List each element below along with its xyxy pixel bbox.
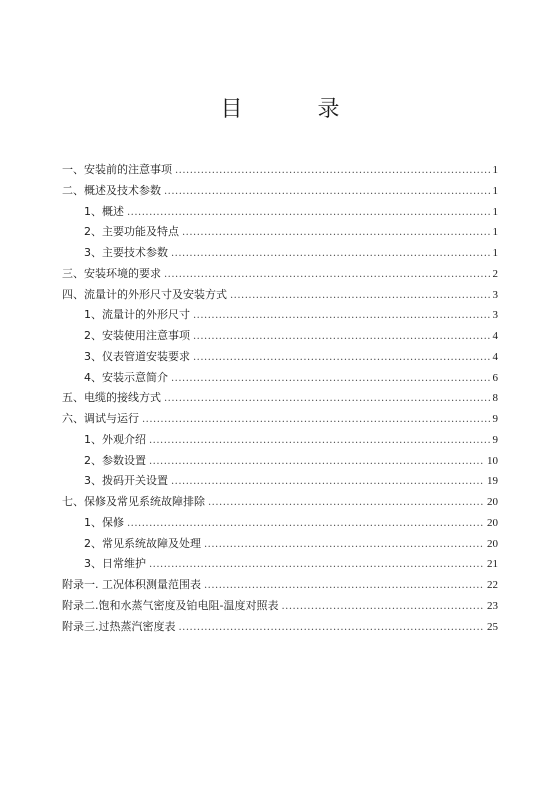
toc-entry-page-number: 20 (487, 496, 498, 508)
toc-entry-page-number: 19 (487, 475, 498, 488)
dot-leader (175, 161, 490, 182)
dot-leader (171, 472, 484, 493)
toc-entry-page-number: 1 (492, 184, 498, 197)
toc-entry[interactable] (62, 222, 498, 243)
toc-entry[interactable] (62, 409, 498, 430)
toc-entry-page-number: 1 (492, 247, 498, 259)
dot-leader (127, 514, 484, 535)
dot-leader (204, 576, 484, 597)
dot-leader (149, 452, 484, 473)
toc-entry-page-number: 6 (492, 371, 498, 384)
toc-entry-label: 五、电缆的接线方式 (62, 391, 161, 405)
dot-leader (142, 410, 490, 431)
toc-entry-label: 一、安装前的注意事项 (62, 163, 172, 176)
toc-entry-page-number: 21 (487, 558, 498, 571)
dot-leader (171, 244, 490, 265)
page-title: 目 录 (220, 97, 374, 122)
toc-entry-label: 四、流量计的外形尺寸及安装方式 (62, 287, 227, 301)
toc-entry-page-number: 4 (492, 350, 498, 363)
toc-entry-page-number: 3 (492, 288, 498, 301)
toc-entry-label: 2、安装使用注意事项 (84, 329, 190, 342)
toc-entry-page-number: 4 (492, 330, 498, 342)
toc-entry[interactable] (62, 430, 498, 451)
toc-entry[interactable] (62, 181, 498, 202)
toc-entry-page-number: 9 (492, 433, 498, 446)
toc-entry-label: 二、概述及技术参数 (62, 183, 161, 197)
toc-entry[interactable] (62, 575, 498, 596)
toc-entry-page-number: 1 (492, 164, 498, 176)
toc-entry-page-number: 20 (487, 516, 498, 529)
dot-leader (230, 286, 490, 307)
toc-entry[interactable] (62, 264, 498, 285)
toc-entry-label: 六、调试与运行 (62, 412, 139, 425)
toc-entry[interactable] (62, 513, 498, 534)
toc-entry-label: 2、参数设置 (84, 453, 146, 467)
dot-leader (204, 535, 484, 556)
toc-entry-label: 3、日常维护 (84, 557, 146, 571)
toc-entry-label: 1、概述 (84, 204, 124, 218)
dot-leader (149, 555, 484, 576)
toc-entry-label: 3、主要技术参数 (84, 246, 168, 259)
toc-entry-page-number: 1 (492, 205, 498, 218)
toc-entry-page-number: 23 (487, 599, 498, 612)
toc-entry[interactable] (62, 534, 498, 555)
toc-entry[interactable] (62, 326, 498, 347)
toc-entry[interactable] (62, 388, 498, 409)
toc-entry-page-number: 20 (487, 537, 498, 550)
toc-entry[interactable] (62, 305, 498, 326)
toc-entry-label: 七、保修及常见系统故障排除 (62, 495, 205, 508)
toc-entry[interactable] (62, 492, 498, 513)
toc-entry-label: 1、保修 (84, 515, 124, 529)
toc-entry-page-number: 2 (492, 267, 498, 280)
toc-entry-label: 附录一. 工况体积测量范围表 (62, 578, 201, 591)
table-of-contents (62, 160, 498, 637)
toc-entry[interactable] (62, 368, 498, 389)
dot-leader (164, 389, 490, 410)
toc-entry-page-number: 8 (492, 392, 498, 405)
dot-leader (182, 223, 490, 244)
toc-entry-page-number: 3 (492, 309, 498, 322)
toc-entry-label: 1、流量计的外形尺寸 (84, 308, 190, 322)
toc-entry-page-number: 25 (487, 620, 498, 633)
dot-leader (171, 369, 490, 390)
toc-entry-page-number: 22 (487, 579, 498, 591)
toc-entry-page-number: 10 (487, 454, 498, 467)
dot-leader (193, 348, 490, 369)
toc-entry-label: 1、外观介绍 (84, 432, 146, 446)
toc-entry[interactable] (62, 617, 498, 638)
toc-entry[interactable] (62, 202, 498, 223)
dot-leader (193, 327, 490, 348)
dot-leader (127, 203, 490, 224)
toc-entry-label: 三、安装环境的要求 (62, 266, 161, 280)
toc-entry[interactable] (62, 554, 498, 575)
toc-entry-label: 3、仪表管道安装要求 (84, 349, 190, 363)
dot-leader (193, 306, 490, 327)
dot-leader (281, 597, 484, 618)
dot-leader (164, 182, 490, 203)
toc-entry-label: 4、安装示意简介 (84, 370, 168, 384)
toc-entry[interactable] (62, 243, 498, 264)
toc-entry-label: 附录三.过热蒸汽密度表 (62, 619, 176, 633)
toc-entry-label: 附录二.饱和水蒸气密度及铂电阻-温度对照表 (62, 598, 279, 612)
toc-entry-label: 3、拨码开关设置 (84, 474, 168, 488)
dot-leader (208, 493, 484, 514)
toc-entry[interactable] (62, 285, 498, 306)
toc-entry-label: 2、常见系统故障及处理 (84, 536, 201, 550)
toc-entry[interactable] (62, 347, 498, 368)
dot-leader (164, 265, 490, 286)
toc-entry-label: 2、主要功能及特点 (84, 225, 179, 239)
toc-entry[interactable] (62, 451, 498, 472)
toc-entry-page-number: 9 (492, 413, 498, 425)
dot-leader (149, 431, 490, 452)
toc-entry[interactable] (62, 471, 498, 492)
toc-entry[interactable] (62, 596, 498, 617)
toc-entry-page-number: 1 (492, 226, 498, 239)
dot-leader (179, 618, 485, 639)
toc-entry[interactable] (62, 160, 498, 181)
